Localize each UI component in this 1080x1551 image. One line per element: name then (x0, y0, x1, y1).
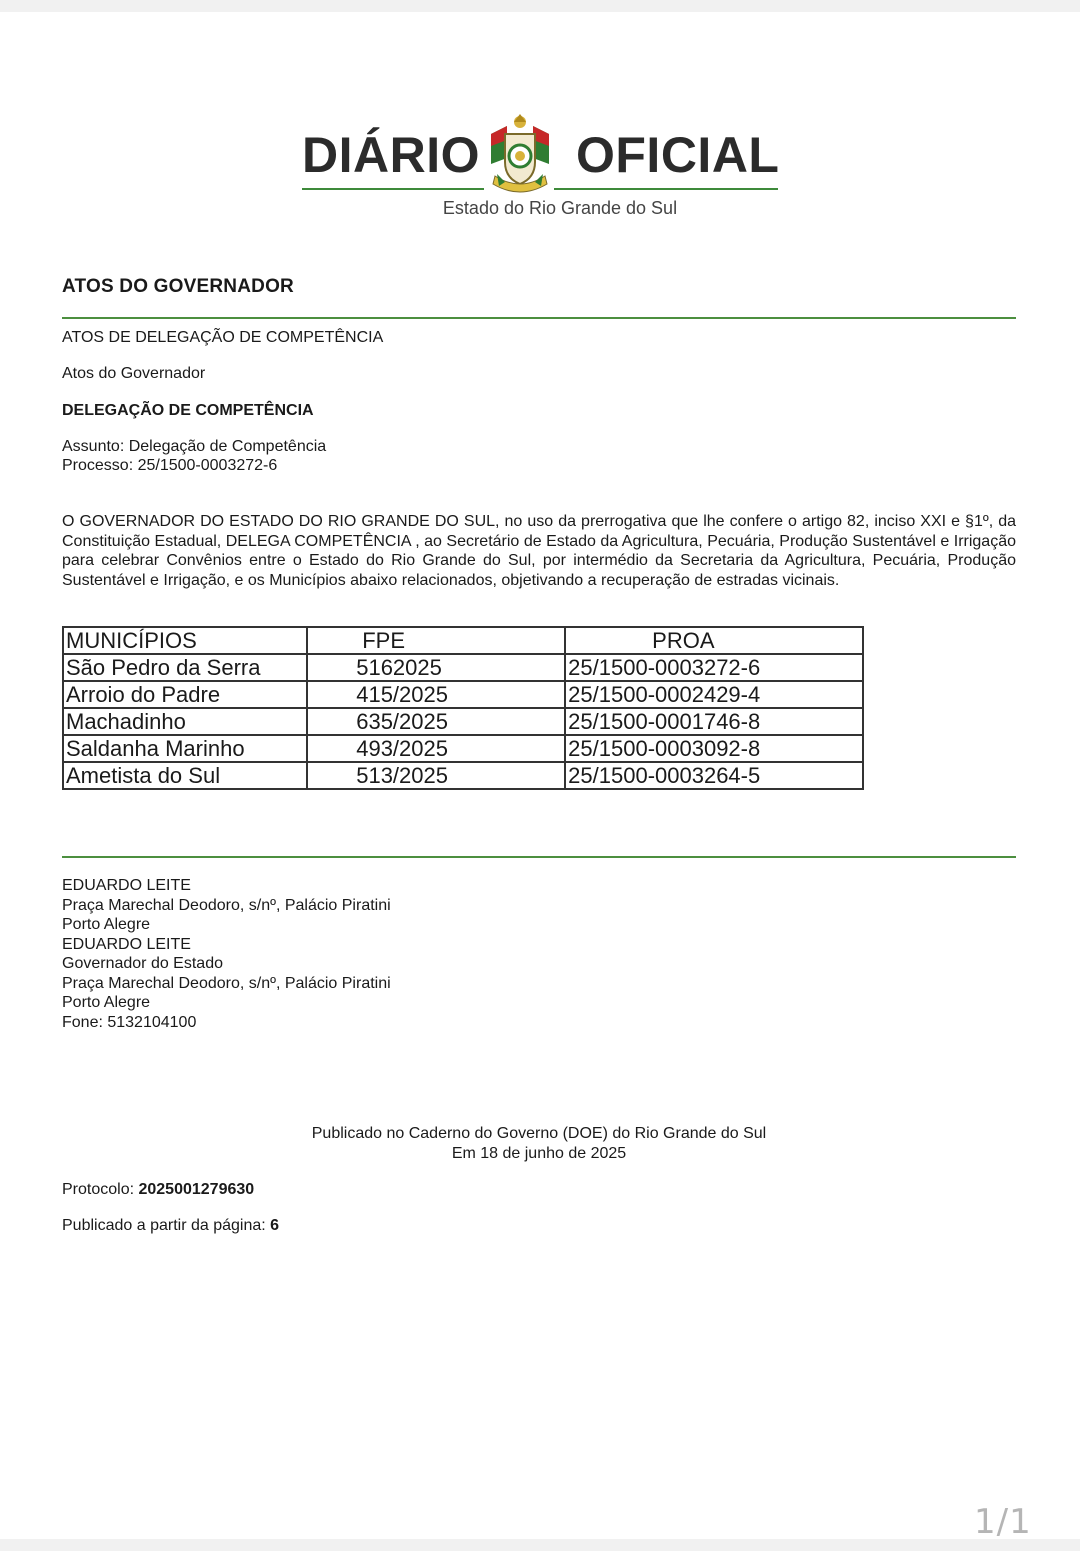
signature-line: Praça Marechal Deodoro, s/nº, Palácio Piratini (62, 896, 391, 914)
signature-line: Fone: 5132104100 (62, 1013, 197, 1031)
signature-line: EDUARDO LEITE (62, 877, 191, 894)
publication-notice (62, 1124, 1016, 1163)
table-cell-proa: 25/1500-0003092-8 (565, 735, 863, 762)
document-page (0, 12, 1080, 1542)
signature-line: Governador do Estado (62, 955, 223, 972)
masthead-subtitle: Estado do Rio Grande do Sul (442, 198, 678, 218)
table-row (63, 654, 863, 681)
masthead (300, 112, 780, 222)
table-cell-fpe: 5162025 (307, 654, 565, 681)
protocol-number: 2025001279630 (138, 1181, 255, 1198)
table-cell-proa: 25/1500-0003272-6 (565, 654, 863, 681)
section-title: ATOS DO GOVERNADOR (62, 276, 294, 297)
masthead-rule-right (554, 188, 778, 190)
municipalities-table (62, 626, 864, 790)
table-cell-municipio: Machadinho (63, 708, 307, 735)
table-cell-proa: 25/1500-0002429-4 (565, 681, 863, 708)
masthead-rule-left (302, 188, 484, 190)
table-row (63, 681, 863, 708)
table-cell-fpe: 513/2025 (307, 762, 565, 789)
signature-line: EDUARDO LEITE (62, 935, 191, 953)
category-title: ATOS DE DELEGAÇÃO DE COMPETÊNCIA (62, 329, 384, 346)
table-header-row (63, 627, 863, 654)
table-cell-fpe: 415/2025 (307, 681, 565, 708)
table-cell-fpe: 635/2025 (307, 708, 565, 735)
table-cell-municipio: São Pedro da Serra (63, 654, 307, 681)
page-start-number: 6 (270, 1217, 280, 1234)
table-header-cell: FPE (307, 627, 565, 654)
signature-block (62, 876, 1016, 1032)
protocol-line (62, 1180, 1016, 1200)
act-body-text: O GOVERNADOR DO ESTADO DO RIO GRANDE DO SUL, no uso da prerrogativa que lhe confere o artigo 82, inciso XXI e §1º, da Constituição Estadual, DELEGA COMPETÊNCIA , ao Secretário de Estado da Agricultura, Pecuária, Produção Sustentável e Irrigação para celebrar Convênios entre o Estado do Rio Grande do Sul, por intermédio da Secretaria da Agricultura, Pecuária, Produção Sustentável e Irrigação, e os Municípios abaixo relacionados, objetivando a recuperação de estradas vicinais. (62, 513, 1016, 589)
signature-line: Porto Alegre (62, 916, 151, 933)
subcategory-title: Atos do Governador (62, 365, 206, 382)
table-cell-fpe: 493/2025 (307, 735, 565, 762)
masthead-word-right: OFICIAL (576, 127, 780, 183)
page-indicator: 1/1 (974, 1502, 1032, 1542)
signature-divider (62, 856, 1016, 858)
signature-line: Praça Marechal Deodoro, s/nº, Palácio Piratini (62, 974, 391, 992)
table-cell-municipio: Arroio do Padre (63, 681, 307, 708)
signature-line: Porto Alegre (62, 994, 151, 1011)
subject-line: Assunto: Delegação de Competência (62, 438, 327, 455)
table-cell-municipio: Ametista do Sul (63, 762, 307, 789)
table-cell-proa: 25/1500-0003264-5 (565, 762, 863, 789)
publication-date: Em 18 de junho de 2025 (451, 1144, 627, 1162)
act-title: DELEGAÇÃO DE COMPETÊNCIA (62, 402, 314, 419)
page-start-line (62, 1216, 1016, 1236)
process-line: Processo: 25/1500-0003272-6 (62, 457, 278, 474)
page-start-label: Publicado a partir da página: (62, 1217, 271, 1234)
table-cell-municipio: Saldanha Marinho (63, 735, 307, 762)
protocol-label: Protocolo: (62, 1181, 139, 1198)
section-divider (62, 317, 1016, 319)
publication-line: Publicado no Caderno do Governo (DOE) do Rio Grande do Sul (311, 1125, 767, 1142)
table-header-cell: MUNICÍPIOS (63, 627, 307, 654)
table-row (63, 708, 863, 735)
table-header-cell: PROA (565, 627, 863, 654)
table-row (63, 762, 863, 789)
table-row (63, 735, 863, 762)
coat-of-arms-icon (485, 112, 555, 198)
table-cell-proa: 25/1500-0001746-8 (565, 708, 863, 735)
masthead-word-left: DIÁRIO (302, 127, 480, 183)
